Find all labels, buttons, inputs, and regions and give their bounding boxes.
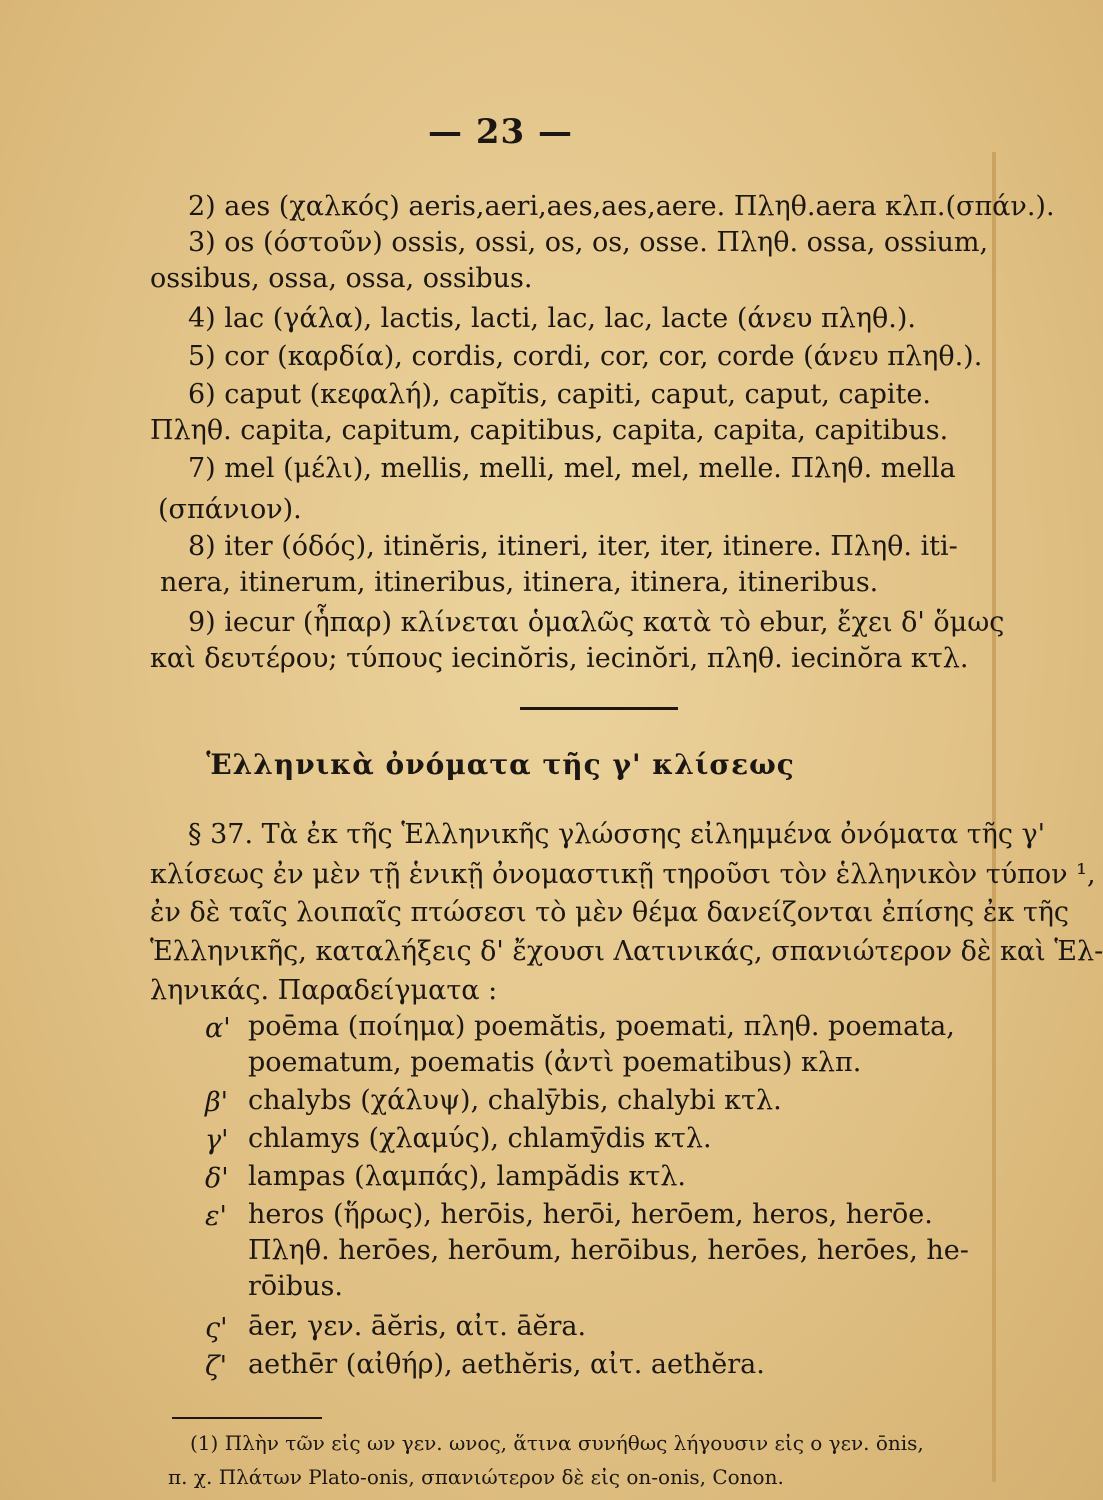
section-divider	[520, 707, 678, 710]
section-line: κλίσεως ἐν μὲν τῇ ἑνικῇ ὀνομαστικῇ τηροῦσι τὸν ἑλληνικὸν τύπον ¹,	[150, 859, 1096, 890]
example-label: β'	[205, 1087, 229, 1118]
section-heading: Ἑλληνικὰ ὀνόματα τῆς γ' κλίσεως	[206, 748, 795, 781]
entry-line: Πληθ. capita, capitum, capitibus, capita, capita, capitibus.	[150, 415, 949, 446]
entry-line: (σπάνιον).	[158, 494, 302, 525]
entry-line: 5) cor (καρδία), cordis, cordi, cor, cor, corde (άνευ πληθ.).	[188, 341, 983, 372]
example-label: ς'	[205, 1313, 228, 1344]
example-line: aethēr (αἰθήρ), aethĕris, αἰτ. aethĕra.	[248, 1349, 765, 1380]
example-label: α'	[205, 1013, 231, 1044]
example-line: heros (ἥρως), herōis, herōi, herōem, heros, herōe.	[248, 1199, 933, 1230]
entry-line: 8) iter (όδός), itinĕris, itineri, iter, iter, itinere. Πληθ. iti-	[188, 531, 958, 562]
footnote-rule	[172, 1417, 322, 1419]
entry-line: nera, itinerum, itineribus, itinera, itinera, itineribus.	[160, 567, 879, 598]
example-line: āer, γεν. āĕris, αἰτ. āĕra.	[248, 1311, 587, 1342]
example-label: γ'	[205, 1125, 229, 1156]
example-line: lampas (λαμπάς), lampădis κτλ.	[248, 1161, 686, 1192]
example-line: chlamys (χλαμύς), chlamȳdis κτλ.	[248, 1123, 712, 1154]
entry-line: 4) lac (γάλα), lactis, lacti, lac, lac, lacte (άνευ πληθ.).	[188, 303, 916, 334]
section-line: Ἑλληνικῆς, καταλήξεις δ' ἔχουσι Λατινικάς, σπανιώτερον δὲ καὶ Ἑλ-	[150, 936, 1103, 967]
entry-line: ossibus, ossa, ossa, ossibus.	[150, 263, 533, 294]
entry-line: 2) aes (χαλκός) aeris,aeri,aes,aes,aere. Πληθ.aera κλπ.(σπάν.).	[188, 191, 1055, 222]
section-line: ληνικάς. Παραδείγματα :	[150, 975, 498, 1006]
entry-line: 9) iecur (ἧπαρ) κλίνεται ὁμαλῶς κατὰ τὸ ebur, ἔχει δ' ὅμως	[188, 607, 1005, 638]
page-number: — 23 —	[428, 112, 573, 152]
section-line: § 37. Τὰ ἐκ τῆς Ἑλληνικῆς γλώσσης εἰλημμένα ὀνόματα τῆς γ'	[188, 819, 1046, 850]
example-line: poematum, poematis (ἀντὶ poematibus) κλπ.	[248, 1047, 862, 1078]
section-line: ἐν δὲ ταῖς λοιπαῖς πτώσεσι τὸ μὲν θέμα δανείζονται ἐπίσης ἐκ τῆς	[150, 897, 1070, 928]
example-label: ε'	[205, 1201, 227, 1232]
entry-line: καὶ δευτέρου; τύπους iecinŏris, iecinŏri, πληθ. iecinŏra κτλ.	[150, 643, 969, 674]
example-label: ζ'	[205, 1351, 228, 1382]
example-label: δ'	[205, 1163, 229, 1194]
entry-line: 3) os (όστοῦν) ossis, ossi, os, os, osse. Πληθ. ossa, ossium,	[188, 227, 989, 258]
example-line: chalybs (χάλυψ), chalȳbis, chalybi κτλ.	[248, 1085, 782, 1116]
entry-line: 6) caput (κεφαλή), capĭtis, capiti, caput, caput, capite.	[188, 379, 931, 410]
example-line: Πληθ. herōes, herōum, herōibus, herōes, herōes, he-	[248, 1235, 969, 1266]
footnote-line: (1) Πλὴν τῶν εἰς ων γεν. ωνος, ἅτινα συνήθως λήγουσιν εἰς ο γεν. ōnis,	[190, 1431, 924, 1455]
entry-line: 7) mel (μέλι), mellis, melli, mel, mel, melle. Πληθ. mella	[188, 453, 956, 484]
example-line: poēma (ποίημα) poemătis, poemati, πληθ. poemata,	[248, 1011, 955, 1042]
example-line: rōibus.	[248, 1271, 343, 1302]
page-edge	[992, 152, 996, 1482]
footnote-line: π. χ. Πλάτων Plato-onis, σπανιώτερον δὲ εἰς on-onis, Conon.	[168, 1465, 784, 1489]
